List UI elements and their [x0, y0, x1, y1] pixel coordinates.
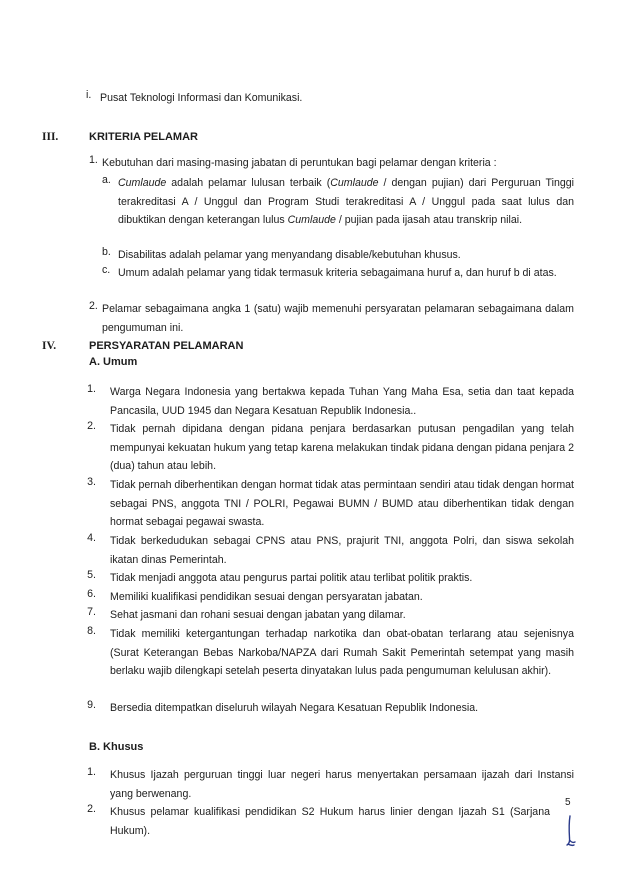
- list-item-text: Bersedia ditempatkan diseluruh wilayah Negara Kesatuan Republik Indonesia.: [110, 702, 479, 714]
- list-item-text: Umum adalah pelamar yang tidak termasuk kriteria sebagaimana huruf a, dan huruf b di atas.: [118, 267, 557, 279]
- list-marker: a.: [102, 174, 111, 186]
- list-item-text: Sehat jasmani dan rohani sesuai dengan jabatan yang dilamar.: [110, 609, 406, 621]
- list-marker: c.: [102, 264, 111, 276]
- list-item-text: Memiliki kualifikasi pendidikan sesuai dengan persyaratan jabatan.: [110, 591, 423, 603]
- list-marker: 2.: [87, 803, 96, 815]
- list-item-text: Warga Negara Indonesia yang bertakwa kepada Tuhan Yang Maha Esa, setia dan taat kepada Pancasila, UUD 1945 dan Negara Kesatuan Republik Indonesia..: [110, 386, 574, 417]
- list-marker: 4.: [87, 532, 96, 544]
- list-item-text: Tidak pernah diberhentikan dengan hormat tidak atas permintaan sendiri atau tidak dengan hormat sebagai PNS, anggota TNI / POLRI, Pegawai BUMN / BUMD atau diberhentikan tidak dengan hormat sebagai pegawai swasta.: [110, 479, 574, 529]
- page-number: 5: [565, 797, 571, 808]
- list-item-text: Khusus pelamar kualifikasi pendidikan S2 Hukum harus linier dengan Ijazah S1 (Sarjana Hukum).: [110, 806, 550, 837]
- list-marker: 8.: [87, 625, 96, 637]
- section-numeral: III.: [42, 131, 59, 143]
- list-marker: 1.: [87, 383, 96, 395]
- paraf-signature: [563, 814, 577, 848]
- list-item-text: Pelamar sebagaimana angka 1 (satu) wajib memenuhi persyaratan pelamaran sebagaimana dalam pengumuman ini.: [102, 303, 574, 334]
- list-item-text: Khusus Ijazah perguruan tinggi luar negeri harus menyertakan persamaan ijazah dari Instansi yang berwenang.: [110, 769, 574, 800]
- list-marker: 7.: [87, 606, 96, 618]
- list-marker: 1.: [89, 154, 98, 166]
- list-item-text: Tidak menjadi anggota atau pengurus partai politik atau terlibat politik praktis.: [110, 572, 473, 584]
- list-item-text: Tidak berkedudukan sebagai CPNS atau PNS, prajurit TNI, anggota Polri, dan siswa sekolah ikatan dinas Pemerintah.: [110, 535, 574, 566]
- list-marker: b.: [102, 246, 111, 258]
- list-marker: 2.: [87, 420, 96, 432]
- subsection-title: A. Umum: [89, 356, 138, 368]
- list-item-text: Disabilitas adalah pelamar yang menyandang disable/kebutuhan khusus.: [118, 249, 461, 261]
- subsection-title: B. Khusus: [89, 741, 144, 753]
- list-item-text: Kebutuhan dari masing-masing jabatan di peruntukan bagi pelamar dengan kriteria :: [102, 157, 497, 169]
- list-marker: 3.: [87, 476, 96, 488]
- list-item-text: Pusat Teknologi Informasi dan Komunikasi.: [100, 92, 303, 104]
- list-marker: 6.: [87, 588, 96, 600]
- criteria-cumlaude: Cumlaude adalah pelamar lulusan terbaik (Cumlaude / dengan pujian) dari Perguruan Tinggi terakreditasi A / Unggul dan Program Studi terakreditasi A / Unggul pada saat lulus dan dibuktikan dengan keterangan lulus Cumlaude / pujian pada ijasah atau transkrip nilai.: [118, 177, 574, 227]
- section-title: KRITERIA PELAMAR: [89, 131, 198, 143]
- list-marker: 2.: [89, 300, 98, 312]
- section-title: PERSYARATAN PELAMARAN: [89, 340, 244, 352]
- list-marker: 9.: [87, 699, 96, 711]
- section-numeral: IV.: [42, 340, 57, 352]
- list-item-text: Tidak memiliki ketergantungan terhadap narkotika dan obat-obatan terlarang atau sejenisnya (Surat Keterangan Bebas Narkoba/NAPZA dari Rumah Sakit Pemerintah setempat yang masih berlaku wajib dilengkapi setelah peserta dinyatakan lulus pada pengumuman kelulusan akhir).: [110, 628, 574, 678]
- list-marker: 5.: [87, 569, 96, 581]
- list-marker: i.: [86, 89, 92, 101]
- list-item-text: Tidak pernah dipidana dengan pidana penjara berdasarkan putusan pengadilan yang telah mempunyai kekuatan hukum yang tetap karena melakukan tindak pidana dengan pidana penjara 2 (dua) tahun atau lebih.: [110, 423, 574, 473]
- list-marker: 1.: [87, 766, 96, 778]
